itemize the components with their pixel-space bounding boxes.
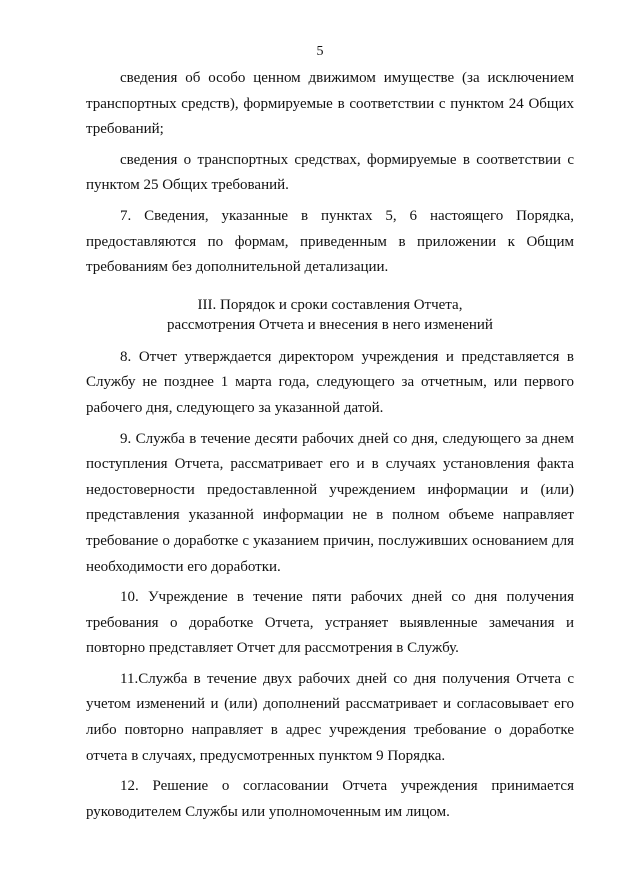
- paragraph-item-10: 10. Учреждение в течение пяти рабочих дней со дня получения требования о доработке Отчета, устраняет выявленные замечания и повторно представляет Отчет для рассмотрения в Службу.: [86, 589, 574, 657]
- paragraph-item-9: 9. Служба в течение десяти рабочих дней со дня, следующего за днем поступления Отчета, рассматривает его и в случаях установления факта недостоверности предоставленной учреждением информации и (или) представления указанной информации не в полном объеме направляет требование о доработке с указанием причин, послуживших основанием для необходимости его доработки.: [86, 430, 574, 575]
- paragraph-item-11: 11.Служба в течение двух рабочих дней со дня получения Отчета с учетом изменений и (или) дополнений рассматривает и согласовывает его либо повторно направляет в адрес учреждения требование о доработке отчета в случаях, предусмотренных пунктом 9 Порядка.: [86, 670, 574, 764]
- paragraph-item-8: 8. Отчет утверждается директором учреждения и представляется в Службу не позднее 1 марта года, следующего за отчетным, или первого рабочего дня, следующего за указанной датой.: [86, 348, 574, 416]
- paragraph-item-12: 12. Решение о согласовании Отчета учреждения принимается руководителем Службы или уполномоченным им лицом.: [86, 778, 574, 820]
- paragraph-item-7: 7. Сведения, указанные в пунктах 5, 6 настоящего Порядка, предоставляются по формам, приведенным в приложении к Общим требованиям без дополнительной детализации.: [86, 207, 574, 276]
- page-number: 5: [316, 44, 324, 59]
- section-heading-line-1: III. Порядок и сроки составления Отчета,: [197, 296, 463, 313]
- document-body: [86, 66, 574, 825]
- paragraph-vehicles: сведения о транспортных средствах, формируемые в соответствии с пунктом 25 Общих требований.: [86, 151, 574, 194]
- paragraph-movable-property: сведения об особо ценном движимом имуществе (за исключением транспортных средств), формируемые в соответствии с пунктом 24 Общих требований;: [86, 70, 574, 138]
- section-heading: [86, 295, 574, 335]
- section-heading-line-2: рассмотрения Отчета и внесения в него изменений: [167, 316, 493, 333]
